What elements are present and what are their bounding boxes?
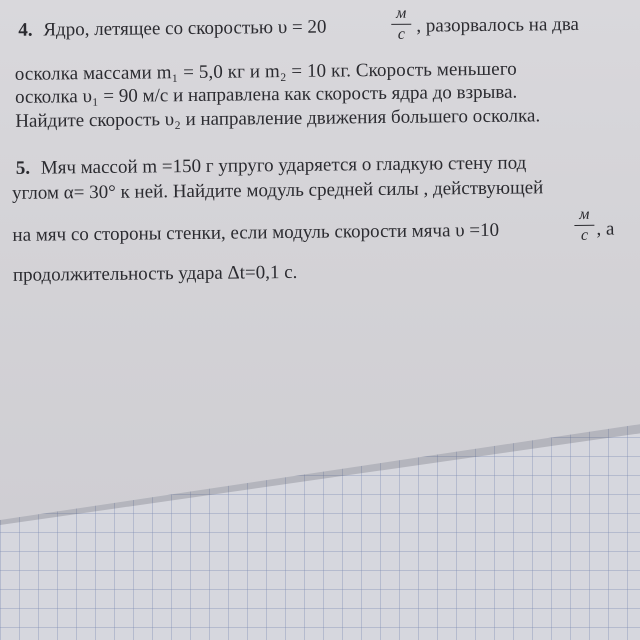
problem4-line3-text: осколка υ₁ = 90 м/с и направлена как скорость ядра до взрыва. <box>14 81 518 108</box>
problem4-line3 <box>15 82 517 109</box>
problem5-fraction <box>574 207 594 244</box>
problem5-line2 <box>12 177 543 205</box>
problem5-line4 <box>13 262 298 287</box>
problem5-line2-text: углом α= 30° к ней. Найдите модуль средней силы , действующей <box>11 177 544 204</box>
problem5-line4-text: продолжительность удара Δt=0,1 с. <box>12 261 298 286</box>
problem5-number: 5. <box>15 157 31 179</box>
problem5-line3-end <box>596 219 614 241</box>
problem4-fraction <box>391 6 411 43</box>
problem4-line4-text: Найдите скорость υ₂ и направление движения большего осколка. <box>15 105 541 132</box>
problem4-text-end: , разорвалось на два <box>416 13 580 37</box>
problem5-line3 <box>12 220 499 247</box>
problem5-frac-num: м <box>579 205 590 223</box>
problem4-line4 <box>15 105 540 132</box>
problem5-line1 <box>16 152 527 179</box>
problem4-frac-num: м <box>395 4 407 22</box>
problem4-text-start: Ядро, летящее со скоростью υ = 20 <box>43 16 327 41</box>
problem4-line1-end <box>416 14 579 38</box>
problem5-line3-end-text: , а <box>596 218 615 240</box>
problem5-frac-den: с <box>580 226 589 244</box>
problem5-line3-text: на мяч со стороны стенки, если модуль скорости мяча υ =10 <box>12 219 500 246</box>
problem4-line2-text: осколка массами m₁ = 5,0 кг и m₂ = 10 кг. Скорость меньшего <box>14 58 517 85</box>
problem4-number: 4. <box>18 19 33 41</box>
problem4-line1 <box>18 17 326 42</box>
problem4-frac-den: с <box>397 25 406 43</box>
problem5-line1-text: Мяч массой m =150 г упруго ударяется о гладкую стену под <box>40 152 527 179</box>
